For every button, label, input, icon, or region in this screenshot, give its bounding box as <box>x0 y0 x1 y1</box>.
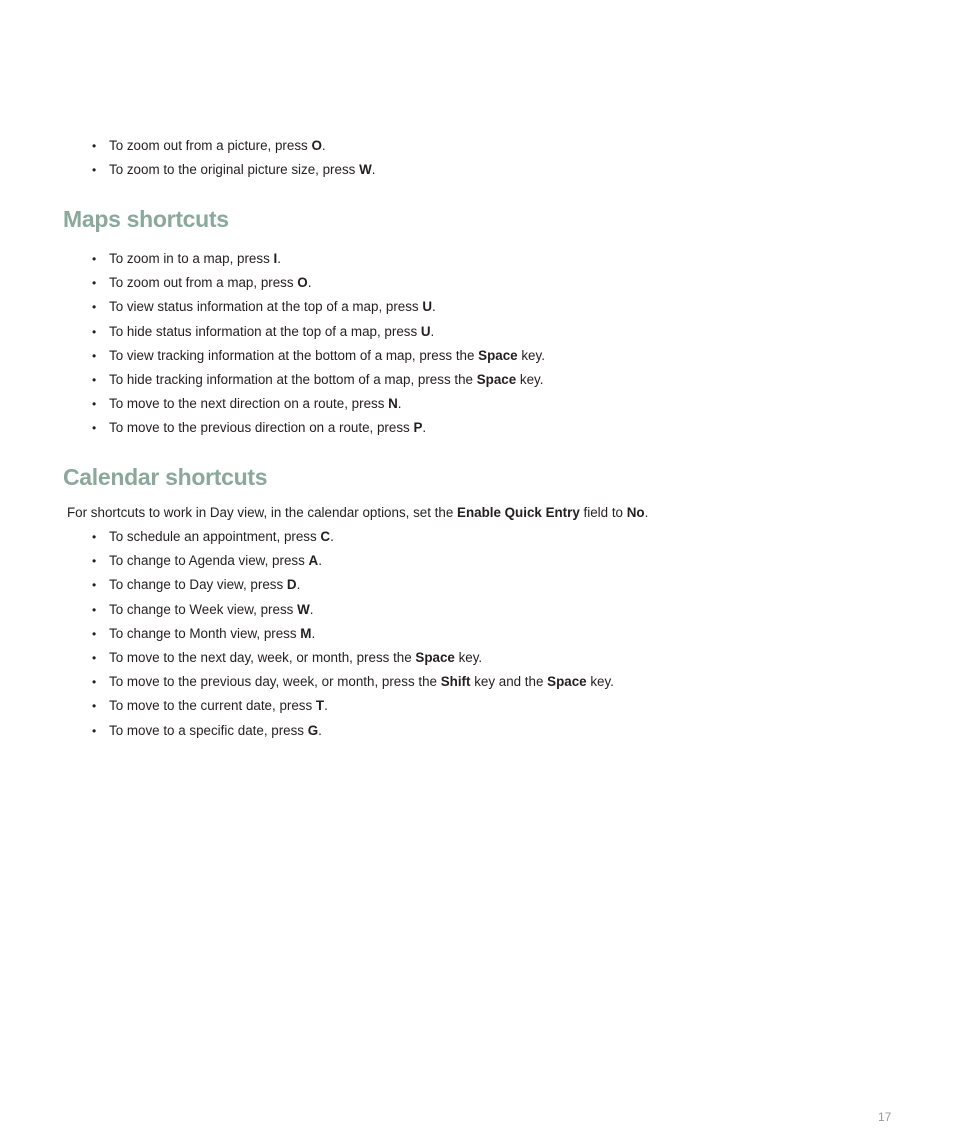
list-item: • To move to the previous day, week, or month, press the Shift key and the Space key. <box>0 670 954 694</box>
list-item: • To change to Day view, press D. <box>0 573 954 597</box>
shortcut-key: P <box>413 420 423 436</box>
maps-heading: Maps shortcuts <box>63 206 229 232</box>
shortcut-key: Space <box>547 674 587 690</box>
shortcut-key: G <box>307 722 319 738</box>
list-item: • To view status information at the top of a map, press U. <box>0 295 954 319</box>
shortcut-key: W <box>297 601 310 617</box>
maps-shortcuts-section <box>0 247 954 441</box>
bullet: • <box>92 139 97 153</box>
shortcut-key: U <box>422 299 433 315</box>
bullet: • <box>92 578 97 593</box>
list-item: • To move to the next direction on a route, press N. <box>0 392 954 416</box>
bullet: • <box>92 397 97 412</box>
bullet: • <box>92 421 97 436</box>
list-item: • To hide status information at the top of a map, press U. <box>0 320 954 344</box>
bullet: • <box>92 300 97 315</box>
shortcut-key: Shift <box>440 674 471 690</box>
bullet: • <box>92 602 97 617</box>
calendar-intro: For shortcuts to work in Day view, in the calendar options, set the Enable Quick Entry field to No. <box>67 505 649 520</box>
bullet: • <box>92 626 97 641</box>
bullet: • <box>92 324 97 339</box>
list-item: • To move to a specific date, press G. <box>0 719 954 743</box>
bullet: • <box>92 530 97 544</box>
list-item: • To zoom out from a picture, press O. <box>0 134 954 158</box>
shortcut-key: Space <box>415 649 455 665</box>
shortcut-key: N <box>388 396 398 412</box>
maps-shortcuts-list <box>0 247 954 441</box>
list-item: • To schedule an appointment, press C. <box>0 525 954 549</box>
shortcut-key: Space <box>478 347 518 363</box>
shortcut-key: U <box>420 323 431 339</box>
list-item: • To change to Week view, press W. <box>0 598 954 622</box>
list-item: • To change to Agenda view, press A. <box>0 549 954 573</box>
list-item: • To zoom in to a map, press I. <box>0 247 954 271</box>
list-item: • To zoom out from a map, press O. <box>0 271 954 295</box>
bullet: • <box>92 372 97 387</box>
bullet: • <box>92 650 97 665</box>
bullet: • <box>92 675 97 690</box>
shortcut-key: C <box>320 529 331 544</box>
field-name: Enable Quick Entry <box>457 505 580 520</box>
shortcut-key: O <box>311 138 322 153</box>
list-item: • To zoom to the original picture size, press W. <box>0 158 954 182</box>
calendar-shortcuts-section <box>0 525 954 743</box>
shortcut-key: O <box>297 275 308 291</box>
bullet: • <box>92 723 97 738</box>
shortcut-key: T <box>315 698 325 714</box>
page-number: 17 <box>878 1110 892 1124</box>
picture-shortcuts-list <box>0 134 954 182</box>
shortcut-key: M <box>300 625 312 641</box>
bullet: • <box>92 276 97 291</box>
shortcut-key: D <box>286 577 297 593</box>
calendar-heading: Calendar shortcuts <box>63 464 268 490</box>
list-item: • To move to the next day, week, or month, press the Space key. <box>0 646 954 670</box>
field-value: No <box>626 505 645 520</box>
list-item: • To move to the current date, press T. <box>0 694 954 718</box>
calendar-shortcuts-list <box>0 525 954 743</box>
bullet: • <box>92 699 97 714</box>
list-item: • To view tracking information at the bottom of a map, press the Space key. <box>0 344 954 368</box>
bullet: • <box>92 554 97 569</box>
shortcut-key: Space <box>476 371 517 387</box>
bullet: • <box>92 252 97 266</box>
bullet: • <box>92 163 97 178</box>
picture-shortcuts-section <box>0 134 954 182</box>
shortcut-key: I <box>273 251 278 266</box>
shortcut-key: A <box>308 553 319 569</box>
bullet: • <box>92 348 97 363</box>
list-item: • To hide tracking information at the bottom of a map, press the Space key. <box>0 368 954 392</box>
list-item: • To change to Month view, press M. <box>0 622 954 646</box>
shortcut-key: W <box>359 162 372 178</box>
list-item: • To move to the previous direction on a route, press P. <box>0 416 954 440</box>
